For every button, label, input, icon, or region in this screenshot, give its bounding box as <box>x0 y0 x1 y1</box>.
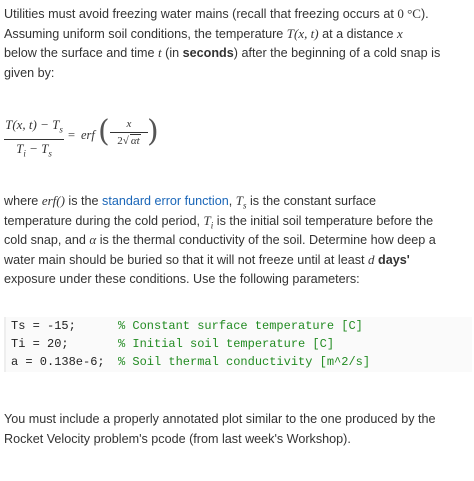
where-text: is the <box>64 194 103 208</box>
formula-text: 2 <box>117 135 123 147</box>
alpha-symbol: α <box>89 232 97 247</box>
where-text: is the initial soil temperature before the <box>213 213 434 228</box>
fraction-bar <box>110 132 148 133</box>
formula-lhs-denominator <box>4 141 64 162</box>
initial-temp-symbol: T <box>203 212 211 228</box>
formula-text: T(x, t) − T <box>5 117 60 132</box>
code-block <box>4 317 472 372</box>
closing-line-2: Rocket Velocity problem's pcode (from last week's Workshop). <box>4 431 351 446</box>
where-line-2 <box>4 211 470 231</box>
closing-line-1: You must include a properly annotated plot similar to the one produced by the <box>4 412 436 426</box>
intro-line-3 <box>4 43 470 63</box>
fraction-bar <box>4 139 64 140</box>
intro-text: (in <box>161 46 183 60</box>
intro-text: below the surface and time <box>4 46 159 60</box>
subscript: s <box>242 200 247 211</box>
where-line-5 <box>4 269 470 289</box>
intro-text: Utilities must avoid freezing water mains (recall that freezing occurs at <box>4 7 398 21</box>
formula-subscript: s <box>48 148 52 159</box>
closing-paragraph <box>4 409 470 448</box>
code-statement: Ti = 20; <box>11 337 69 351</box>
subscript: i <box>210 220 214 231</box>
seconds-emphasis: seconds <box>182 46 234 60</box>
erf-symbol: erf <box>81 128 95 142</box>
intro-text: given by: <box>4 65 55 80</box>
code-comment: % Constant surface temperature [C] <box>118 319 363 333</box>
time-symbol: t <box>158 45 162 60</box>
left-paren: ( <box>98 114 110 149</box>
code-statement: a = 0.138e-6; <box>11 355 105 369</box>
where-text: , <box>228 194 236 208</box>
intro-line-4 <box>4 63 470 83</box>
code-line <box>6 317 472 335</box>
sqrt-argument: αt <box>130 135 140 147</box>
code-statement: Ts = -15; <box>11 319 76 333</box>
formula-rhs-numerator: x <box>126 118 132 130</box>
intro-line-1 <box>4 4 470 24</box>
intro-text: ). <box>420 7 429 21</box>
formula-text: T <box>16 140 24 156</box>
right-paren: ) <box>147 114 159 149</box>
formula-subscript: s <box>59 124 63 135</box>
freezing-temperature: 0 °C <box>397 6 421 21</box>
where-line-3 <box>4 230 470 250</box>
formula-rhs-fraction <box>110 118 148 148</box>
where-text: water main should be buried so that it will not freeze until at least <box>4 252 369 267</box>
intro-text: at a distance <box>318 26 397 41</box>
where-text: exposure under these conditions. Use the following parameters: <box>4 272 360 286</box>
equals-sign: = <box>68 128 76 142</box>
sqrt-symbol: √ <box>122 135 129 147</box>
where-text: is the constant surface <box>246 194 377 208</box>
standard-error-function-link[interactable]: standard error function <box>102 194 229 208</box>
erf-function-symbol: erf() <box>41 193 65 208</box>
where-text: where <box>4 194 42 208</box>
where-line-1 <box>4 191 470 211</box>
formula-lhs-fraction <box>4 117 64 161</box>
code-line <box>6 335 472 353</box>
definitions-paragraph <box>4 191 470 289</box>
intro-paragraph <box>4 4 470 82</box>
formula-lhs-numerator <box>4 117 64 138</box>
formula-subscript: i <box>23 148 26 159</box>
distance-symbol: x <box>397 25 403 41</box>
intro-text: Assuming uniform soil conditions, the temperature <box>4 26 287 41</box>
formula-rhs-denominator <box>110 134 148 148</box>
where-line-4 <box>4 250 470 270</box>
days-symbol: d <box>368 251 375 267</box>
where-text: cold snap, and <box>4 233 90 247</box>
formula-text: − T <box>25 140 49 156</box>
code-line <box>6 353 472 371</box>
code-comment: % Soil thermal conductivity [m^2/s] <box>118 355 371 369</box>
intro-text: ) after the beginning of a cold snap is <box>233 46 441 60</box>
intro-line-2 <box>4 24 470 44</box>
code-comment: % Initial soil temperature [C] <box>118 337 335 351</box>
days-emphasis: days' <box>374 252 410 267</box>
surface-temp-symbol: T <box>235 193 243 208</box>
temperature-symbol: T(x, t) <box>286 25 319 41</box>
where-text: temperature during the cold period, <box>4 213 204 228</box>
where-text: is the thermal conductivity of the soil. Determine how deep a <box>96 233 436 247</box>
